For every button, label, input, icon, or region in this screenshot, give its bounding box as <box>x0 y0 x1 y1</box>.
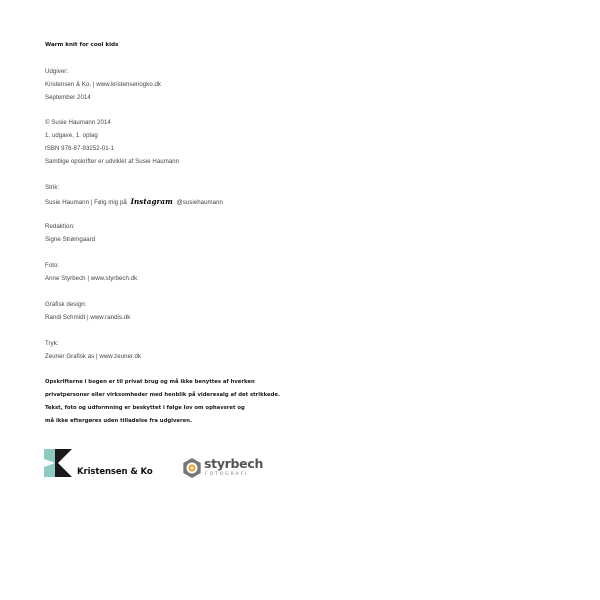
notice-line-3: Tekst, foto og udformning er beskyttet i følge lov om ophavsret og <box>45 405 245 411</box>
book-title: Warm knit for cool kids <box>45 42 119 48</box>
print-label: Tryk: <box>45 340 59 347</box>
publication-date: September 2014 <box>45 94 91 101</box>
notice-line-2: privatpersoner eller virksomheder med henblik på videresalg af det strikkede. <box>45 392 280 398</box>
logo-k-black-shape <box>55 449 72 477</box>
styrbech-logo-icon <box>182 458 202 478</box>
photo-value: Anne Styrbech | www.styrbech.dk <box>45 275 138 282</box>
edition-line: 1. udgave, 1. oplag <box>45 132 98 139</box>
photo-label: Foto: <box>45 262 60 269</box>
kristensen-logo-name: Kristensen & Ko <box>77 467 153 477</box>
editing-label: Redaktion: <box>45 223 75 230</box>
design-value: Randi Schmidt | www.randis.dk <box>45 314 131 321</box>
design-label: Grafisk design: <box>45 301 87 308</box>
isbn-line: ISBN 978-87-93252-01-1 <box>45 145 115 152</box>
knitting-label: Strik: <box>45 184 60 191</box>
notice-line-1: Opskrifterne i bogen er til privat brug og må ikke benyttes af hverken <box>45 379 255 385</box>
publisher-line: Kristensen & Ko. | www.kristensenogko.dk <box>45 81 162 88</box>
instagram-handle: @susiehaumann <box>176 199 223 206</box>
editing-value: Signe Strømgaard <box>45 236 96 243</box>
copyright-line: © Susie Haumann 2014 <box>45 119 111 126</box>
notice-line-4: må ikke eftergøres uden tilladelse fra udgiveren. <box>45 418 193 424</box>
print-value: Zeuner Grafisk as | www.zeuner.dk <box>45 353 142 360</box>
publisher-label: Udgiver: <box>45 68 69 75</box>
kristensen-logo-icon <box>44 449 72 477</box>
instagram-logo-text: Instagram <box>130 197 173 206</box>
knitting-credit-text: Susie Haumann | Følg mig på <box>45 199 127 206</box>
styrbech-logo-name: styrbech <box>204 456 264 471</box>
knitting-credit <box>45 197 223 206</box>
patterns-credit-line: Samtlige opskrifter er udviklet af Susie Haumann <box>45 158 180 165</box>
styrbech-logo-subtitle: FOTOGRAFI <box>205 472 249 477</box>
